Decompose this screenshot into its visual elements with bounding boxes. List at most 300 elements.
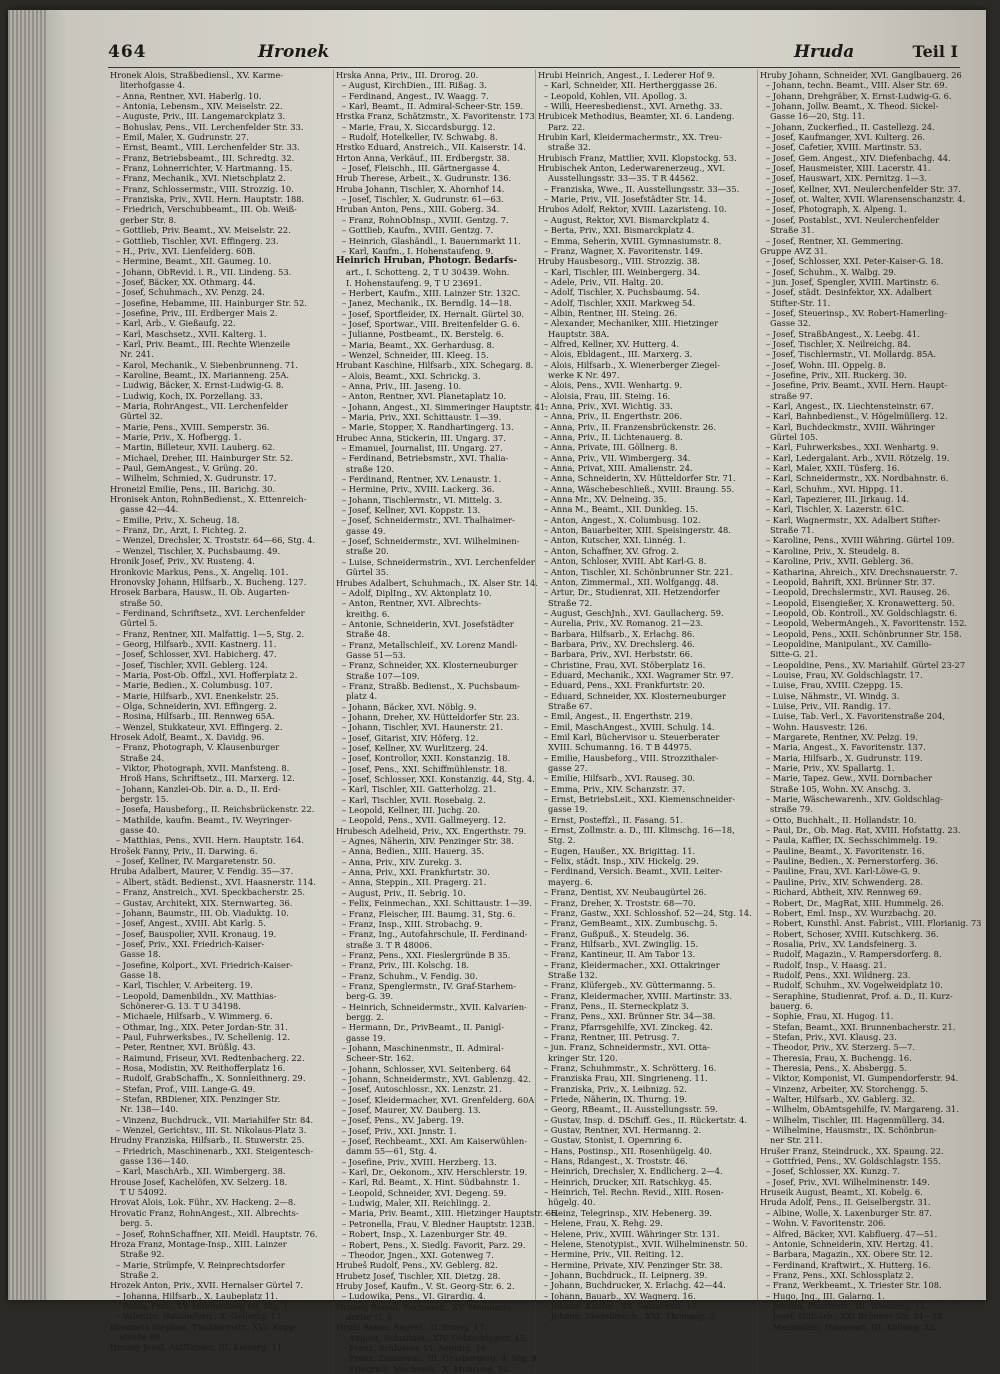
directory-entry-line: – Stefan, Priv., XVI. Klausg. 23. (766, 1031, 897, 1042)
directory-entry-line: – Marie, Pens., XVIII. Semperstr. 36. (116, 421, 270, 432)
directory-entry-line: – Luise, Schneidermstrin., XVI. Lerchenfelder (342, 556, 535, 567)
directory-entry-line: Heinrich Hruban, Photogr. Bedarfs- (336, 256, 518, 267)
directory-entry-line: – Franz, Fleischer, III. Baumg. 31, Stg. 6. (342, 908, 516, 919)
directory-entry-line: – Alois, Pens., XVII. Wenhartg. 9. (544, 380, 683, 391)
directory-entry-line: – Antonie, Schneiderin, XIV. Hertzg. 41. (766, 1238, 934, 1249)
directory-entry-line: dorfer G. 4. (346, 1311, 395, 1322)
directory-entry-line: – Anton, Bauarbeiter, XIII. Speisingerstr. 48. (544, 525, 731, 536)
directory-entry-line: – Anna, Steppin., XII. Pragerg. 21. (342, 877, 487, 888)
directory-entry-line: Straße 67. (548, 700, 593, 711)
directory-entry-line: – Karl, Tapezierer, III. Jirkaug. 14. (766, 494, 910, 505)
directory-entry-line: – Johann, ObRevid. i. R., VII. Lindeng. 53. (116, 266, 292, 277)
directory-entry-line: – Anna, Wäschebeschließ., XVIII. Braung. 55. (544, 483, 735, 494)
directory-entry-line: – Emilie, Hilfsarb., XVI. Rauseg. 30. (544, 773, 695, 784)
directory-entry-line: – Luise, Nähmstr., VI. Windg. 3. (766, 690, 900, 701)
directory-entry-line: – Johann, Kaufm., XX. Salzachstr. 17. (544, 1300, 700, 1311)
directory-entry-line: – Anna, Priv., III. Jaseng. 10. (342, 380, 462, 391)
directory-entry-line: Hronkovic Markus, Pens., X. Angeliq. 101. (110, 566, 289, 577)
directory-entry-line: – Leopold, WebermAngeh., X. Favoritenstr. 152. (766, 618, 967, 629)
directory-entry-line: – Josef, Sportfleider, IX. Hernalt. Gürtel 30. (342, 308, 525, 319)
directory-entry-line: – Wilhelmine, Hausmstr., IX. Schönbrun- (766, 1125, 937, 1136)
directory-entry-line: – Gottfried, Pens., XV. Goldschlagstr. 155. (766, 1156, 941, 1167)
directory-entry-line: – Karoline, Beamt., IX. Marianneng. 25A. (116, 369, 289, 380)
directory-entry-line: – Karl, Rd. Beamt., X. Hint. Südbahnstr. 1. (342, 1177, 520, 1188)
directory-entry-line: – Herbert, Kaufm., XIII. Lainzer Str. 132C. (342, 287, 521, 298)
directory-entry-line: – Hermine, Priv., XVIII. Lackerg. 36. (342, 484, 495, 495)
directory-entry-line: bergg. 2. (346, 1011, 385, 1022)
directory-entry-line: Hrudny Franziska, Hilfsarb., II. Stuwerstr. 25. (110, 1135, 305, 1146)
directory-entry-line: – Josef, Kellner, XVI. Koppstr. 13. (342, 505, 481, 516)
directory-entry-line: – Adolf, DiplIng., XV. Aktonplatz 10. (342, 587, 492, 598)
directory-entry-line: – August, Rektor, XVI. Bismarckplatz 4. (544, 214, 710, 225)
directory-entry-line: – Raimund, Friseur, XVI. Redtenbacherg. 22. (116, 1052, 305, 1063)
directory-entry-line: – Karl, MaschArb., XII. Wimbergerg. 38. (116, 1166, 286, 1177)
directory-entry-line: – Wohn. Hausvestr. 126. (766, 721, 868, 732)
directory-entry-line: hügelg. 40. (548, 1197, 596, 1208)
directory-entry-line: Hrušer Franz, Steindruck., XX. Spaung. 22. (760, 1145, 944, 1156)
directory-entry-line: – Josefa, Hausbeforg., II. Reichsbrückenstr. 22. (116, 804, 315, 815)
directory-entry-line: – Anton, Rentner, XVI. Planetaplatz 10. (342, 391, 507, 402)
directory-entry-line: – Anton, Schaffner, XV. Gfrog. 2. (544, 545, 680, 556)
directory-entry-line: – Barbara, Priv., XVI. Herbststr. 66. (544, 649, 693, 660)
directory-entry-line: – Josef, Kleidermacher, XVI. Grenfelderg. 60A (342, 1094, 535, 1105)
directory-entry-line: – Ludwig, Bäcker, X. Ernst-Ludwig-G. 8. (116, 380, 284, 391)
directory-entry-line: Sitte-G. 21. (770, 649, 818, 660)
column-3 (536, 70, 758, 1374)
directory-entry-line: – Petronella, Frau, V. Bledner Hauptstr. 123B. (342, 1218, 535, 1229)
directory-entry-line: Hronovsky Johann, Hilfsarb., X. Bucheng. 127. (110, 576, 307, 587)
directory-entry-line: – Franz, Lohnerrichter, V. Hartmanng. 15. (116, 163, 293, 174)
directory-entry-line: Hrubetz Josef, Tischler, XII. Dietzg. 28. (336, 1270, 501, 1281)
directory-entry-line: – Maria, Post-Ob. Offzl., XVI. Hofferplatz 2. (116, 669, 298, 680)
directory-entry-line: – Stefan, Prof., VIII. Lange-G. 49. (116, 1083, 256, 1094)
directory-entry-line: – jun. Franz, Schneidermstr., XVI. Otta- (544, 1042, 710, 1053)
directory-entry-line: – Maria, Priv., XXI. Schittaustr. 1—39. (342, 412, 502, 422)
directory-entry-line: – Johann, Tischler, XVI. Haunerstr. 21. (342, 722, 503, 733)
directory-entry-line: – Helene, Stenotypist., XVII. Wilhelminenstr. 50. (544, 1238, 748, 1249)
directory-entry-line: – Ferdinand, Versich. Beamt., XVII. Leiter- (544, 866, 723, 877)
directory-entry-line: Hruby Hausbesorg., VIII. Strozzig. 38. (538, 256, 700, 267)
directory-entry-line: – Auguste, Priv., III. Langemarckplatz 3. (116, 111, 286, 122)
directory-entry-line: – Josef, Rechbeamt., XXI. Am Kaiserwühlen- (342, 1136, 528, 1147)
directory-entry-line: – Margarete, Rentner, XV. Pelzg. 19. (766, 732, 918, 742)
directory-entry-line: – Karl, Buchdeckmstr., XVIII. Währinger (766, 421, 935, 432)
directory-entry-line: – Karoline, Priv., XVII. Geblerg. 36. (766, 556, 914, 567)
directory-entry-line: kringer Str. 120. (548, 1052, 618, 1063)
directory-entry-line: – Johann, Buchdrucker, X. Erlachg. 42—44. (544, 1280, 726, 1291)
directory-entry-line: – Alfred, Bäcker, XVI. Kabfluerg. 47—51. (766, 1228, 938, 1239)
directory-entry-line: – Marie, Wäschewarenh., XIV. Goldschlag- (766, 794, 944, 805)
directory-entry-line: Hruda Adolf, Pens., II. Geiselbergstr. 31. (760, 1197, 931, 1208)
directory-entry-line: – Maria, Angest., X. Favoritenstr. 137. (766, 742, 926, 753)
directory-entry-line: – Louise, Frau, XV. Goldschlagstr. 17. (766, 669, 923, 680)
directory-entry-line: – Josef, Kaufmanger, XVI. Kulterg. 26. (766, 132, 926, 143)
directory-entry-line: – Leopoldine, Pens., XV. Mariahilf. Gürtel 23-27 (766, 659, 966, 670)
directory-entry-line: – Marie, Strümpfe, V. Reinprechtsdorfer (116, 1259, 285, 1270)
directory-entry-line: ner Str. 211. (770, 1135, 823, 1146)
directory-entry-line: – Robert, Eml. Insp., XV. Wurzbachg. 20. (766, 907, 937, 918)
directory-entry-line: – Franz, Rentner, XII. Malfattig. 1—5, Stg. 2. (116, 628, 305, 639)
directory-entry-line: – Franz, Dreher, X. Troststr. 68—70. (544, 897, 696, 908)
directory-entry-line: – Ferdinand, Kraftwirt., X. Hutterg. 16. (766, 1259, 931, 1270)
directory-entry-line: – Luise, Frau, XVIII. Czeppg. 15. (766, 680, 904, 691)
directory-entry-line: – Theodor, Jngen., XXI. Gotenweg 7. (342, 1249, 494, 1260)
directory-entry-line: – Karl, Tischler, III. Weinbergerg. 34. (544, 266, 701, 277)
directory-entry-line: – Rudolf, Magazin., V. Rampersdorferg. 8. (766, 949, 942, 960)
directory-entry-line: – Christine, Frau, XVI. Stöberplatz 16. (544, 659, 706, 670)
directory-entry-line: straße 97. (770, 390, 813, 401)
directory-entry-line: – Josef, Fleischh., III. Gärtnergasse 4. (342, 163, 501, 174)
directory-entry-line: – Johann, Dreher, XV. Hütteldorfer Str. 23. (342, 711, 520, 722)
column-4 (758, 70, 982, 1374)
directory-entry-line: – Julianne, Postbeamt., IX. Berstelg. 6. (342, 329, 504, 340)
directory-entry-line: – Rosina, Hilfsarb., III. Rennweg 65A. (116, 711, 275, 722)
directory-entry-line: – Friedrich, Maschinenarb., XXI. Steigentesch- (116, 1145, 314, 1156)
directory-entry-line: – Josef, Schlosser, XXI. Peter-Kaiser-G. 18. (766, 256, 944, 267)
directory-entry-line: – Adolf, Tischler, X. Puchsbaumg. 54. (544, 287, 700, 298)
directory-entry-line: – Maria, Priv. Beamt., XIII. Hietzinger Hauptstr. 66. (342, 1208, 559, 1219)
directory-entry-line: – Berta, Priv., XXI. Bismarckplatz 4. (544, 225, 695, 236)
directory-entry-line: – Eduard, Schneider, XX. Klosterneuburger (544, 690, 726, 701)
directory-entry-line: – Johann, Bäcker, XVI. Nöblg. 9. (342, 701, 477, 712)
directory-entry-line: – Franz, Pens., XXI. Schlossplatz 2. (766, 1269, 914, 1280)
directory-entry-line: – Pauline, Bedien., X. Pernerstorferg. 36. (766, 856, 939, 867)
directory-entry-line: Gürtel 35. (346, 567, 389, 578)
directory-entry-line: – Marie, Priv., X. Hofbergg. 1. (116, 432, 242, 443)
directory-entry-line: – Barbara, Magazin., XX. Obere Str. 12. (766, 1249, 933, 1260)
directory-entry-line: Gürtel 105. (770, 432, 818, 443)
directory-entry-line: Hroznata Stephan, Tischlermstr., XVI. Kopp- (110, 1321, 298, 1332)
directory-entry-line: – Emil, Maler, X. Gudrunstr. 27. (116, 132, 249, 143)
directory-entry-line: – Josefine, Priv., XII. Ruckerg. 30. (766, 369, 907, 380)
header-rule (108, 67, 960, 68)
directory-entry-line: – Karl, Tischler, X. Lazerstr. 61C. (766, 504, 905, 515)
directory-entry-line: – Karl, Maschsetz., XVII. Kalterg. 1. (116, 328, 267, 339)
directory-entry-line: – Josef, Schlosser, XX. Kunzg. 7. (766, 1166, 901, 1177)
directory-entry-line: – Rosalia, Priv., XV. Landsfeinerg. 3. (766, 938, 918, 949)
directory-entry-line: – Johann, Bauarb., XV. Wagnerg. 16. (544, 1290, 696, 1301)
directory-entry-line: – Johann, Kanzlei-Ob. Dir. a. D., II. Erd- (116, 783, 281, 794)
directory-entry-line: – Karol, Mechanik., V. Siebenbrunneng. 71. (116, 359, 299, 370)
directory-entry-line: – Hermine, Priv., VII. Reiting. 12. (544, 1249, 684, 1260)
directory-entry-line: – Gustav, Stonist, I. Opernring 6. (544, 1135, 682, 1146)
directory-entry-line: Stg. 2. (548, 835, 576, 846)
directory-entry-line: – Franz, Gastw., XXI. Schlosshof. 52—24, Stg. 14. (544, 907, 752, 918)
directory-entry-line: mayerg. 6. (548, 876, 593, 887)
directory-entry-line: – H., Priv., XVI. Lienfelderg. 60B. (116, 245, 256, 256)
directory-entry-line: – Eduard, Mechanik., XXI. Wagramer Str. 97. (544, 669, 734, 680)
directory-entry-line: – Paul, Dr., Ob. Mag. Rat, XVIII. Hofstattg. 23. (766, 825, 961, 836)
directory-entry-line: – Franz, Kantineur, II. Am Tabor 13. (544, 949, 696, 960)
directory-entry-line: Hrovat Alois, Lok. Führ., XV. Hackeng. 2—8. (110, 1197, 296, 1208)
directory-entry-line: – Rudolf, Schuhm., XV. Vogelweidplatz 10. (766, 980, 943, 991)
directory-entry-line: Hrošek Fanny, Priv., II. Darwing. 6. (110, 845, 258, 856)
directory-entry-line: – Heinrich, Drechsler, X. Endlicherg. 2—4. (544, 1166, 723, 1177)
directory-entry-line: – Josef, Gitarist, XIV. Höferg. 12. (342, 732, 479, 743)
directory-entry-line: – Willi, Heeresbedienst., XVI. Arnethg. 33. (544, 101, 723, 112)
directory-entry-line: – Matthias, Pens., XVII. Hern. Hauptstr. 164. (116, 835, 305, 846)
directory-entry-line: – Gottlieb, Priv. Beamt., XV. Meiselstr. 22. (116, 225, 291, 236)
directory-entry-line: – Artur, Dr., Studienrat, XII. Hetzendorfer (544, 587, 720, 598)
directory-entry-line: straße 120. (346, 463, 395, 474)
directory-entry-line: – Josef, Hausmeister, XIII. Lacerstr. 41. (766, 163, 931, 174)
directory-entry-line: – Franz, Dentist, XV. Neubaugürtel 26. (544, 887, 707, 898)
directory-entry-line: – Franz, Betriebsbeamt., III. Schredtg. 32. (116, 152, 295, 163)
directory-entry-line: Hrubos Adolf, Rektor, XVIII. Lazaristeng. 10. (538, 204, 727, 215)
directory-entry-line: – Johann, Angest., XI. Simmeringer Hauptstr. 41. (342, 401, 548, 412)
directory-entry-line: – Anna, Schneiderin, XV. Hütteldorfer Str. 71. (544, 473, 736, 484)
directory-entry-line: – Gottlieb, Kaufm., XVIII. Gentzg. 7. (342, 225, 494, 236)
directory-entry-line: Hrubi Anton, Angest., II. Ennsg. 17. (336, 1322, 488, 1333)
directory-entry-line: – Wilhelm, ObAmtsgehilfe, IV. Margareng. 31. (766, 1104, 959, 1115)
directory-entry-line: – Leopold, Pens., XVII. Gallmeyerg. 12. (342, 815, 507, 826)
directory-entry-line: – Alfred, Kellner, XV. Hutterg. 4. (544, 338, 680, 349)
directory-entry-line: – Richard, Abtheit, XIV. Rennweg 69. (766, 887, 922, 898)
directory-entry-line: – Franz, Wagner, X. Favoritenstr. 149. (544, 245, 703, 256)
directory-entry-line: straße 50. (120, 597, 163, 608)
directory-entry-line: Gürtel 5. (120, 618, 158, 629)
directory-entry-line: – Maria, Beamt., XX. Gerhardusg. 8. (342, 339, 495, 350)
directory-entry-line: – Josef, Sportwar., VIII. Breitenfelder G. 6. (342, 318, 520, 329)
directory-entry-line: – Alois, Beamt., XXI. Schrickg. 3. (342, 370, 481, 381)
directory-entry-line: – Mathilde, kaufm. Beamt., IV. Weyringer- (116, 814, 292, 825)
directory-entry-line: – Josef, Wohn. III. Oppelg. 8. (766, 359, 886, 370)
directory-entry-line: – Ferdinand, Betriebsmstr., XVI. Thalia- (342, 453, 509, 464)
directory-entry-line: – Josef, Angest., XVIII. Abt Karlg. 5. (116, 918, 266, 929)
directory-entry-line: Hrska Anna, Priv., III. Drorog. 20. (336, 70, 479, 80)
directory-entry-line: Hronek Alois, Straßbediensl., XV. Karme- (110, 70, 284, 80)
directory-entry-line: – Walter, Hilfsarb., XV. Gablerg. 32. (766, 1094, 915, 1105)
directory-entry-line: T U 54092. (120, 1187, 167, 1198)
directory-entry-line: – Josef, Schuhm., X. Walbg. 29. (766, 266, 897, 277)
directory-entry-line: Parz. 22. (548, 121, 585, 132)
directory-entry-line: – Anna, Priv., II. Engerthstr. 206. (544, 411, 682, 422)
directory-entry-line: – Anton, Tischler, XI. Schönbrunner Str. 221. (544, 566, 733, 577)
directory-entry-line: – Franz, Ing., Autofahrschule, II. Ferdinand- (342, 929, 528, 940)
directory-entry-line: – Karl, Tischler, V. Arbeiterg. 19. (116, 980, 253, 991)
header-part-label: Teil I (912, 42, 958, 61)
directory-entry-line: – Karl, Schneider, XII. Hertherggasse 26. (544, 80, 718, 91)
directory-entry-line: – Hans, Rdangest., X. Troststr. 46. (544, 1156, 688, 1167)
directory-entry-line: – Olga, Schneiderin, XVI. Effingerg. 2. (116, 700, 277, 711)
directory-entry-line: – Karoline, Priv., X. Steudelg. 8. (766, 545, 900, 556)
directory-entry-line: Schönerer-G. 13. T U 34198. (120, 1000, 241, 1011)
directory-entry-line: – Franz, Straßb. Bedienst., X. Puchsbaum- (342, 680, 520, 691)
directory-entry-line: – Antonie, Schneiderin, XVI. Josefstädter (342, 618, 514, 629)
directory-entry-line: – Josef, Postablst., XVI. Neulerchenfelder (766, 214, 940, 225)
directory-entry-line: Ausstellungsstr. 33—35. T R 44562. (548, 173, 699, 184)
directory-entry-line: – Johann, Buchdruck., II. Leipnerg. 39. (544, 1269, 708, 1280)
directory-entry-line: straße 96. (120, 1331, 163, 1342)
directory-entry-line: Hruby Josef, Kaufm., V. St. Georg-Str. 6. 2. (336, 1280, 515, 1291)
directory-entry-line: – Karoline, Pens., XVIII Währing. Gürtel 109. (766, 535, 955, 546)
directory-entry-line: – Anton, Rentner, XVI. Albrechts- (342, 598, 482, 609)
directory-entry-line: Stifter-Str. 11. (770, 297, 831, 308)
directory-entry-line: – Marie, Tapez. Gew., XVII. Dornbacher (766, 773, 933, 784)
directory-entry-line: – Paula, Frau, XV. Hühnersteig 60, Stg. 1. (116, 1300, 291, 1311)
directory-entry-line: – Karl, Fuhrwerksbes., XXI. Wenhartg. 9. (766, 442, 939, 453)
directory-entry-line: berg. 5. (120, 1218, 153, 1229)
directory-entry-line: – Franz, Schuhm., V. Fendig. 30. (342, 970, 478, 981)
directory-columns (108, 70, 982, 1374)
directory-entry-line: – Leopold, Schneider, XVI. Degeng. 59. (342, 1187, 507, 1198)
directory-entry-line: – Viktor, Photograph, XVII. Manfsteng. 8. (116, 763, 290, 774)
directory-entry-line: – Leopold, Pens., XXII. Schönbrunner Str. 158. (766, 628, 962, 639)
directory-entry-line: Hrozny Josef, AbtRatsler, III. Keinerg. 11. (110, 1342, 285, 1353)
page-header (108, 42, 958, 68)
directory-entry-line: – Josefine, Hebamme, III. Hainburger Str. 52. (116, 297, 307, 308)
directory-entry-line: – Karl, Ledergalant. Arb., XVII. Rötzelg. 19. (766, 452, 950, 463)
page-edge-strip (8, 10, 46, 1300)
directory-entry-line: – Franz, Rentner, III. Petrusg. 7. (544, 1031, 680, 1042)
directory-entry-line: – Emma, Seherin, XVIII. Gymnasiumstr. 8. (544, 235, 722, 246)
directory-entry-line: – Karl, Beamt., II. Admiral-Scheer-Str. 159. (342, 101, 523, 112)
directory-entry-line: – Leopold, Kohlen, VII. Apollog. 3. (544, 90, 688, 101)
directory-entry-line: – Johann, Zuckerfied., II. Castellezg. 24. (766, 121, 935, 132)
directory-entry-line: – Josef, Steuerinsp., XV. Robert-Hamerling- (766, 307, 947, 318)
directory-entry-line: – Karl, Tischler, XVII. Rosebaig. 2. (342, 794, 486, 805)
directory-entry-line: – Paula, Kaffier, IX. Sechsschimmelg. 19. (766, 835, 938, 846)
directory-entry-line: Hruby Johann, Schneider, XVI. Ganglbauerg. 26 (760, 70, 962, 80)
directory-entry-line: – Robert, Insp., X. Lazenburger Str. 49. (342, 1229, 508, 1240)
header-last-entry: Hruda (794, 42, 855, 62)
directory-entry-line: – Gottlieb, Tischler, XVI. Effingerg. 23. (116, 235, 279, 246)
directory-entry-line: I. Hohenstaufeng. 9, T U 23691. (346, 277, 482, 288)
directory-entry-line: Hrstko Eduard, Anstreich., VII. Kaiserstr. 14. (336, 142, 526, 153)
directory-entry-line: Hrubi Heinrich, Angest., I. Lederer Hof 9. (538, 70, 715, 80)
directory-entry-line: Hrton Anna, Verkäuf., III. Erdbergstr. 38. (336, 152, 510, 163)
directory-entry-line: – Felix, Feinmechan., XXI. Schittaustr. 1—39. (342, 898, 532, 909)
directory-entry-line: Nr. 138—140. (120, 1104, 179, 1115)
directory-entry-line: – Franz, Klüfergeb., XV. Güttermanng. 5. (544, 980, 716, 991)
directory-entry-line: straße 3. T R 48006. (346, 939, 433, 950)
directory-entry-line: – Wenzel, Gerichtsv., III. St. Nikolaus-Platz 3. (116, 1125, 307, 1136)
directory-entry-line: – Leopold, Drechslermstr., XVI. Rauseg. 26. (766, 587, 950, 598)
directory-entry-line: – Hans, Postinsp., XII. Rosenhügelg. 40. (544, 1145, 712, 1156)
directory-entry-line: – Franz, Gußpuß., X. Steudelg. 36. (544, 928, 690, 939)
directory-entry-line: Straße 71. (770, 525, 815, 536)
page-number: 464 (108, 42, 147, 62)
directory-entry-line: – Franz, Pens., II. Sterneckplatz 3. (544, 1000, 689, 1011)
directory-entry-line: – Ludwig, Koch, IX. Porzellang. 33. (116, 390, 263, 401)
directory-entry-line: – Seraphine, Studienrat, Prof. a. D., II. Kurz- (766, 990, 953, 1001)
directory-entry-line: – Leopold, Ob. Kontroll., XV. Goldschlagstr. 6. (766, 607, 958, 618)
directory-entry-line: – Theresia, Frau, X. Buchengg. 16. (766, 1052, 912, 1063)
directory-entry-line: – Wenzel, Drechsler, X. Troststr. 64—66, Stg. 4. (116, 535, 316, 546)
directory-entry-line: – Johann, Modellmach., XXI. Thomasg. 2. (544, 1311, 717, 1322)
directory-entry-line: – Rudolf, Hotelkeller, IV. Schwabg. 8. (342, 132, 498, 143)
directory-entry-line: – Adele, Priv., VII. Haltg. 20. (544, 276, 664, 287)
directory-entry-line: gasse 27. (548, 763, 588, 774)
directory-entry-line: – Josef, Kellner, XVI. Neulerchenfelder Str. 37. (766, 183, 961, 194)
directory-entry-line: Hrovatic Franz, RohnAngest., XII. Albrechts- (110, 1207, 299, 1218)
directory-entry-line: Hauptstr. 38A. (548, 328, 610, 339)
directory-entry-line: – Antonia, Lebensm., XIV. Meiselstr. 22. (116, 101, 283, 112)
directory-entry-line: – Janez, Mechanik., IX. Berndlg. 14—18. (342, 298, 512, 309)
directory-entry-line: – jun. Josef, Spengler, XVIII. Martinstr. 6. (766, 276, 939, 287)
directory-entry-line: Hronisek Anton, RohnBedienst., X. Ettenreich- (110, 494, 307, 505)
directory-entry-line: – Franz, Werkbeamt., X. Triester Str. 108. (766, 1280, 942, 1291)
directory-entry-line: – August, KirchDien., III. Rißag. 3. (342, 80, 487, 91)
directory-entry-line: – Ernst, Posteffzl., II. Fasang. 51. (544, 814, 683, 825)
directory-entry-line: Hruban Anton, Pens., XIII. Goberg. 34. (336, 204, 500, 215)
directory-entry-line: – Franziska, Priv., X. Leibnizg. 52. (544, 1083, 687, 1094)
directory-entry-line: – Gustav, Architekt, XIX. Sternwarteg. 36. (116, 897, 293, 908)
directory-entry-line: Gasse 18. (120, 949, 161, 960)
directory-entry-line: Hrosek Barbara, Hausw., II. Ob. Augarten- (110, 587, 290, 598)
directory-entry-line: – Anna, Priv., XXI. Frankfurtstr. 30. (342, 867, 490, 878)
directory-entry-line: – Franz, Schneider, XX. Klosterneuburger (342, 660, 518, 671)
directory-entry-line: – Emma, Priv., XIV. Schanzstr. 37. (544, 783, 686, 794)
directory-entry-line: – Robert, Schoser, XVIII. Kutschkerg. 36. (766, 928, 939, 939)
directory-entry-line: – Johanna, Hilfsarb., X. Laubeplatz 11. (116, 1290, 278, 1301)
directory-entry-line: kreithg. 6. (346, 608, 390, 619)
directory-entry-line: – Josef, Tischler, X. Neilreichg. 84. (766, 338, 911, 349)
directory-entry-line: XVIII. Schumanng. 16. T B 44975. (548, 742, 692, 753)
directory-entry-line: – Josef, Cafetier, XVIII. Martinstr. 53. (766, 142, 922, 153)
directory-entry-line: – Karl, Tischler, XII. Gatterholzg. 21. (342, 784, 497, 795)
directory-entry-line: Gasse 51—53. (346, 649, 406, 660)
directory-entry-line: Hruseik August, Beamt., XI. Kobelg. 6. (760, 1187, 923, 1198)
directory-entry-line: – Eugen, Haußer., XX. Brigittag. 11. (544, 845, 696, 856)
column-2 (334, 70, 559, 1374)
directory-entry-line: – Hermann, Dr., PrivBeamt., II. Panigl- (342, 1022, 504, 1033)
directory-entry-line: – Helene, Frau, X. Rehg. 29. (544, 1218, 663, 1229)
directory-entry-line: – Emil, Angest., II. Engerthstr. 219. (544, 711, 693, 722)
directory-entry-line: – Otto, Buchhalt., II. Hollandstr. 10. (766, 814, 917, 825)
directory-entry-line: – Franz, Kleidermacher, XVIII. Martinstr. 33. (544, 990, 732, 1001)
directory-entry-line: Straße 24. (120, 752, 165, 763)
directory-entry-line: – Heinrich, Tel. Rechn. Revid., XIII. Rosen- (544, 1187, 724, 1198)
directory-entry-line: – Josef, Schneidermstr., XVI. Thalhaimer- (342, 515, 515, 526)
directory-entry-line: – Georg, Hilfsarb., XVII. Kastnerg. 11. (116, 638, 277, 649)
directory-entry-line: – Anna Mr., XV. Delneing. 35. (544, 494, 667, 505)
directory-entry-line: – Ernst, Zollmstr. a. D., III. Klimschg. 16—18, (544, 825, 735, 836)
directory-entry-line: – Emil Karl, Büchervisor u. Steuerberater (544, 732, 720, 742)
directory-entry-line: – Martin, Billeteur, XVII. Lauberg. 62. (116, 442, 276, 453)
directory-entry-line: – Franz, GemBeamt., XIX. Zumbuschg. 5. (544, 918, 718, 929)
directory-entry-line: – Friedrich, Mechanik., X. Muhreng. 52. (342, 1363, 511, 1374)
directory-entry-line: – Rudolf, GrabSchaffn., X. Sonnleithnerg. 29. (116, 1073, 306, 1084)
directory-entry-line: – Ferdinand, Angest., IV. Waagg. 7. (342, 90, 489, 101)
directory-entry-line: – Agnes, Näherin, XIV. Penzinger Str. 38. (342, 836, 514, 847)
directory-entry-line: – Josef, Tischler, X. Gudrunstr. 61—63. (342, 194, 504, 205)
directory-entry-line: Gasse 18. (120, 969, 161, 980)
directory-entry-line: – Wenzel, Tischler, X. Puchsbaumg. 49. (116, 545, 281, 556)
directory-entry-line: – Leopold, Kellner, III. Juchg. 20. (342, 805, 481, 816)
directory-entry-line: Hrstka Franz, Schätzmstr., X. Favoritenstr. 173 (336, 111, 535, 122)
directory-entry-line: Hrubeq Rudolf, Fuchweid., XV. Meinharts- (336, 1301, 515, 1312)
directory-entry-line: – Franz, Dr., Arzt, I. Fichteg. 2. (116, 525, 247, 536)
directory-entry-line: – Johann, Schlosser, XVI. Seitenberg. 64 (342, 1063, 512, 1074)
directory-entry-line: – Rudolf, Insp., V. Haasg. 21. (766, 959, 887, 970)
directory-entry-line: – Rosa, Modistin, XV. Reithofferplatz 16. (116, 1063, 286, 1073)
column-1 (108, 70, 334, 1374)
directory-entry-line: – Robert, Kunsthl. Anst. Fabrist., VIII. Florianig. 73 (766, 918, 982, 929)
directory-entry-line: – Franz, Insp., XIII. Strobachg. 9. (342, 918, 483, 929)
directory-entry-line: – Josef, Rentner, XI. Gemmering. (766, 235, 904, 246)
directory-entry-line: – Franz, Priv., III. Kolschg. 18. (342, 960, 470, 971)
directory-entry-line: Hruba Adalbert, Maurer, V. Fendig. 35—37. (110, 866, 294, 877)
directory-entry-line: – Josefine, Priv., XVIII. Herzberg. 13. (342, 1156, 497, 1167)
directory-entry-line: – Josef, Priv., XVI. Wilhelminenstr. 149. (766, 1176, 930, 1187)
directory-entry-line: – Marie, Hilfsarb., XVI. Enenkelstr. 25. (116, 690, 279, 701)
directory-entry-line: Hrouse Josef, Kachelöfen, XV. Selzerg. 18. (110, 1176, 288, 1187)
directory-entry-line: – Josef, Bauspolier, XVII. Kronaug. 19. (116, 928, 277, 939)
directory-entry-line: Straße 105, Wohn. XV. Anschg. 3. (770, 783, 911, 794)
directory-entry-line: – Pauline, Frau, XVI. Karl-Löwe-G. 9. (766, 866, 921, 877)
directory-entry-line: – Franz, Schlossermstr., VIII. Strozzig. 10. (116, 183, 294, 194)
